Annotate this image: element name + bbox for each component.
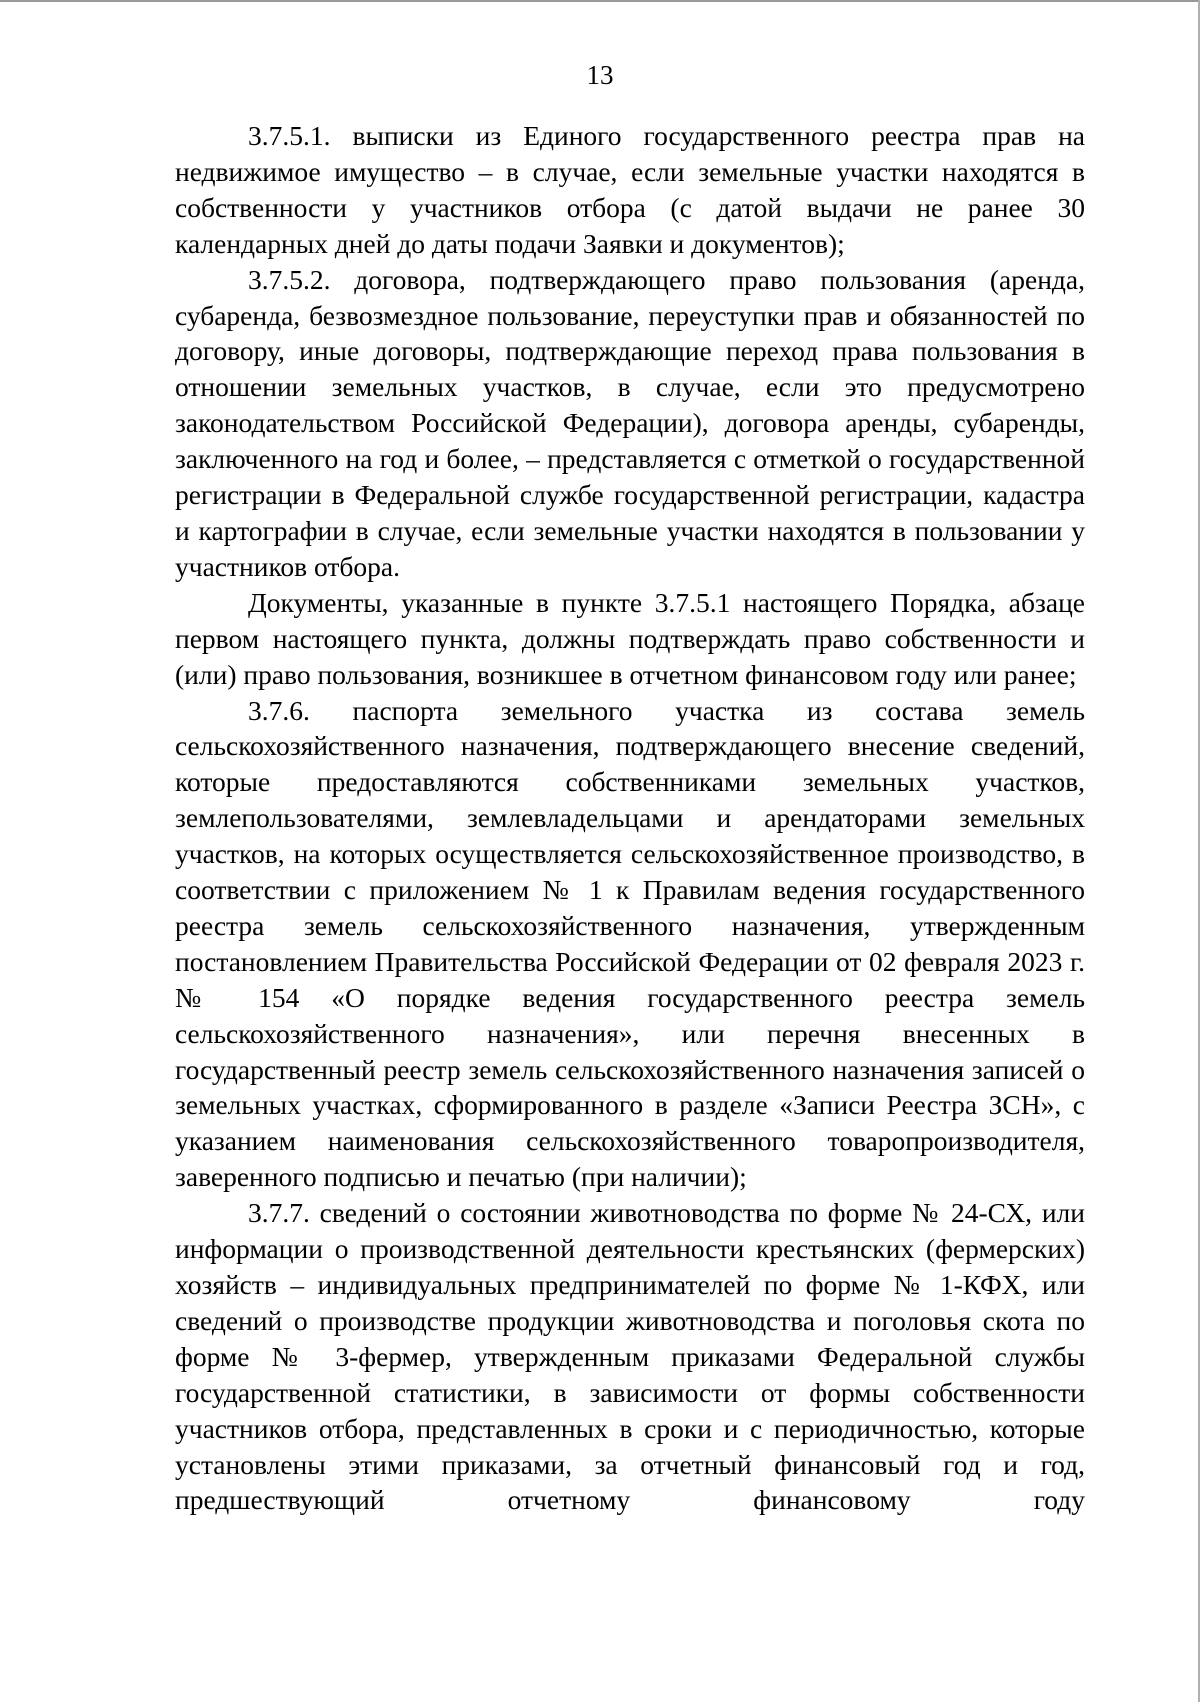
paragraph-documents-note: Документы, указанные в пункте 3.7.5.1 настоящего Порядка, абзаце первом настоящего пункта, должны подтверждать право собственности и (или) право пользования, возникшее в отчетном финансовом году или ранее; (175, 586, 1085, 690)
paragraph-3-7-5-2: 3.7.5.2. договора, подтверждающего право пользования (аренда, субаренда, безвозмездное пользование, переуступки прав и обязанностей по договору, иные договоры, подтверждающие переход права пользования в отношении земельных участков, в случае, если это предусмотрено законодательством Российской Федерации), договора аренды, субаренды, заключенного на год и более, – представляется с отметкой о государственной регистрации в Федеральной службе государственной регистрации, кадастра и картографии в случае, если земельные участки находятся в пользовании у участников отбора. (175, 263, 1085, 582)
page-number: 13 (586, 60, 614, 90)
paragraph-3-7-5-1: 3.7.5.1. выписки из Единого государственного реестра прав на недвижимое имущество – в случае, если земельные участки находятся в собственности у участников отбора (с датой выдачи не ранее 30 календарных дней до даты подачи Заявки и документов); (175, 120, 1085, 259)
paragraph-3-7-6: 3.7.6. паспорта земельного участка из состава земель сельскохозяйственного назначения, подтверждающего внесение сведений, которые предоставляются собственниками земельных участков, землепользователями, землевладельцами и арендаторами земельных участков, на которых осуществляется сельскохозяйственное производство, в соответствии с приложением № 1 к Правилам ведения государственного реестра земель сельскохозяйственного назначения, утвержденным постановлением Правительства Российской Федерации от 02 февраля 2023 г. № 154 «О порядке ведения государственного реестра земель сельскохозяйственного назначения», или перечня внесенных в государственный реестр земель сельскохозяйственного назначения записей о земельных участках, сформированного в разделе «Записи Реестра ЗСН», с указанием наименования сельскохозяйственного товаропроизводителя, заверенного подписью и печатью (при наличии); (175, 694, 1085, 1193)
document-body (175, 118, 1085, 1518)
paragraph-3-7-7: 3.7.7. сведений о состоянии животноводства по форме № 24-СХ, или информации о производственной деятельности крестьянских (фермерских) хозяйств – индивидуальных предпринимателей по форме № 1-КФХ, или сведений о производстве продукции животноводства и поголовья скота по форме № 3-фермер, утвержденным приказами Федеральной службы государственной статистики, в зависимости от формы собственности участников отбора, представленных в сроки и с периодичностью, которые установлены этими приказами, за отчетный финансовый год и год, предшествующий отчетному финансовому году (175, 1197, 1085, 1516)
scan-edge-top (0, 0, 1200, 2)
